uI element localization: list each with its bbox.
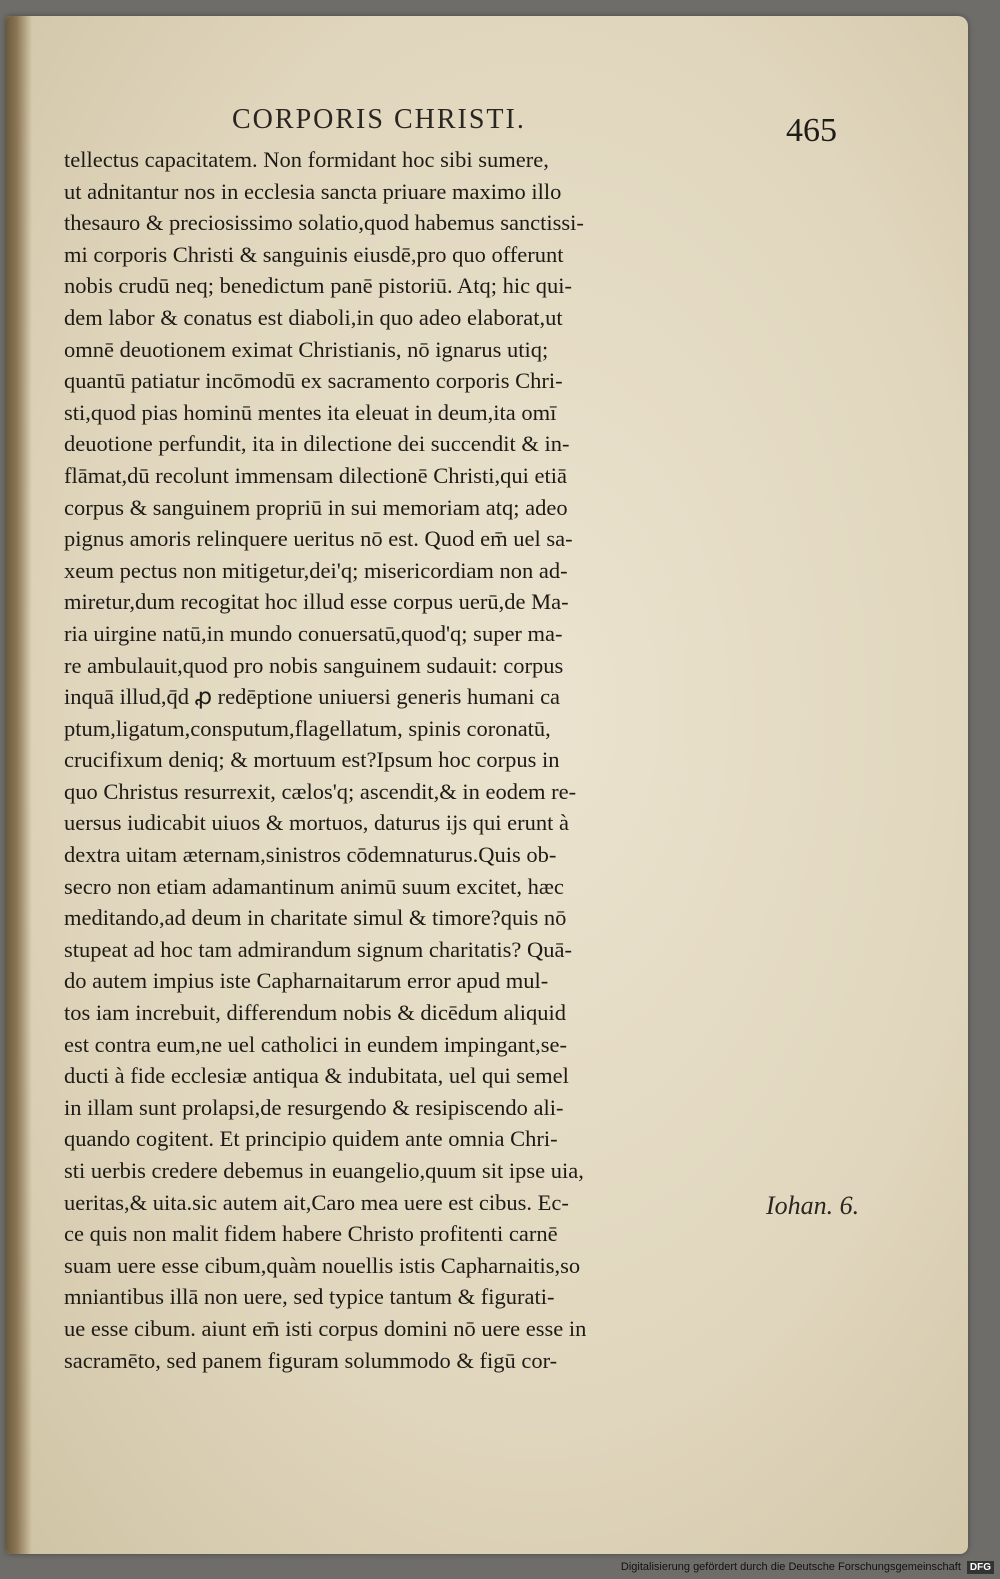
text-line: re ambulauit,quod pro nobis sanguinem sudauit: corpus: [64, 652, 564, 678]
text-line: sacramēto, sed panem figuram solummodo & figū cor-: [64, 1347, 558, 1373]
text-line: secro non etiam adamantinum animū suum excitet, hæc: [64, 873, 564, 899]
text-line: inquā illud,q̄d ꝓ redēptione uniuersi generis humani ca: [64, 684, 561, 710]
running-title: CORPORIS CHRISTI.: [232, 104, 526, 135]
text-line: ce quis non malit fidem habere Christo profitenti carnē: [64, 1221, 558, 1247]
text-line: dextra uitam æternam,sinistros cōdemnaturus.Quis ob-: [64, 842, 557, 868]
body-text: [64, 144, 792, 1376]
text-line: ducti à fide ecclesiæ antiqua & indubitata, uel qui semel: [64, 1063, 569, 1089]
text-line: ueritas,& uita.sic autem ait,Caro mea uere est cibus. Ec-: [64, 1189, 569, 1215]
text-line: suam uere esse cibum,quàm nouellis istis Capharnaitis,so: [64, 1252, 581, 1278]
text-line: miretur,dum recogitat hoc illud esse corpus uerū,de Ma-: [64, 589, 569, 615]
digitization-footer: [596, 1559, 994, 1575]
text-line: nobis crudū neq; benedictum panē pistoriū. Atq; hic qui-: [64, 273, 573, 299]
text-line: pignus amoris relinquere ueritus nō est. Quod em̄ uel sa-: [64, 526, 573, 552]
text-line: mniantibus illā non uere, sed typice tantum & figurati-: [64, 1284, 555, 1310]
text-line: corpus & sanguinem propriū in sui memoriam atq; adeo: [64, 494, 568, 520]
text-line: dem labor & conatus est diaboli,in quo adeo elaborat,ut: [64, 304, 563, 330]
text-line: est contra eum,ne uel catholici in eundem impingant,se-: [64, 1031, 567, 1057]
text-line: in illam sunt prolapsi,de resurgendo & resipiscendo ali-: [64, 1094, 564, 1120]
text-line: quantū patiatur incōmodū ex sacramento corporis Chri-: [64, 368, 563, 394]
text-line: tellectus capacitatem. Non formidant hoc sibi sumere,: [64, 147, 549, 172]
text-line: crucifixum deniq; & mortuum est?Ipsum hoc corpus in: [64, 747, 560, 773]
text-line: sti,quod pias hominū mentes ita eleuat in deum,ita omī: [64, 399, 557, 425]
text-line: mi corporis Christi & sanguinis eiusdē,pro quo offerunt: [64, 241, 564, 267]
text-line: deuotione perfundit, ita in dilectione dei succendit & in-: [64, 431, 570, 457]
page-number: 465: [786, 112, 837, 149]
funding-credit: Digitalisierung gefördert durch die Deutsche Forschungsgemeinschaft: [620, 1561, 961, 1573]
text-line: stupeat ad hoc tam admirandum signum charitatis? Quā-: [64, 936, 572, 962]
text-line: tos iam increbuit, differendum nobis & dicēdum aliquid: [64, 1000, 566, 1026]
text-line: meditando,ad deum in charitate simul & timore?quis nō: [64, 905, 567, 931]
text-line: do autem impius iste Capharnaitarum error apud mul-: [64, 968, 549, 994]
text-line: quando cogitent. Et principio quidem ante omnia Chri-: [64, 1126, 558, 1152]
book-page: [6, 16, 968, 1554]
text-line: xeum pectus non mitigetur,dei'q; misericordiam non ad-: [64, 557, 568, 583]
text-line: ria uirgine natū,in mundo conuersatū,quod'q; super ma-: [64, 620, 563, 646]
text-line: uersus iudicabit uiuos & mortuos, daturus ijs qui erunt à: [64, 810, 569, 836]
dfg-logo-icon: DFG: [967, 1561, 994, 1574]
text-line: sti uerbis credere debemus in euangelio,quum sit ipse uia,: [64, 1158, 584, 1183]
text-line: omnē deuotionem eximat Christianis, nō ignarus utiq;: [64, 336, 549, 362]
binding-gutter: [6, 16, 32, 1554]
text-line: ue esse cibum. aiunt em̄ isti corpus domini nō uere esse in: [64, 1315, 587, 1341]
marginal-note: Iohan. 6.: [766, 1191, 860, 1220]
text-line: flāmat,dū recolunt immensam dilectionē Christi,qui etiā: [64, 462, 567, 488]
text-line: quo Christus resurrexit, cælos'q; ascendit,& in eodem re-: [64, 778, 577, 804]
text-line: ut adnitantur nos in ecclesia sancta priuare maximo illo: [64, 178, 562, 204]
text-line: ptum,ligatum,consputum,flagellatum, spinis coronatū,: [64, 715, 551, 741]
text-line: thesauro & preciosissimo solatio,quod habemus sanctissi-: [64, 210, 584, 236]
